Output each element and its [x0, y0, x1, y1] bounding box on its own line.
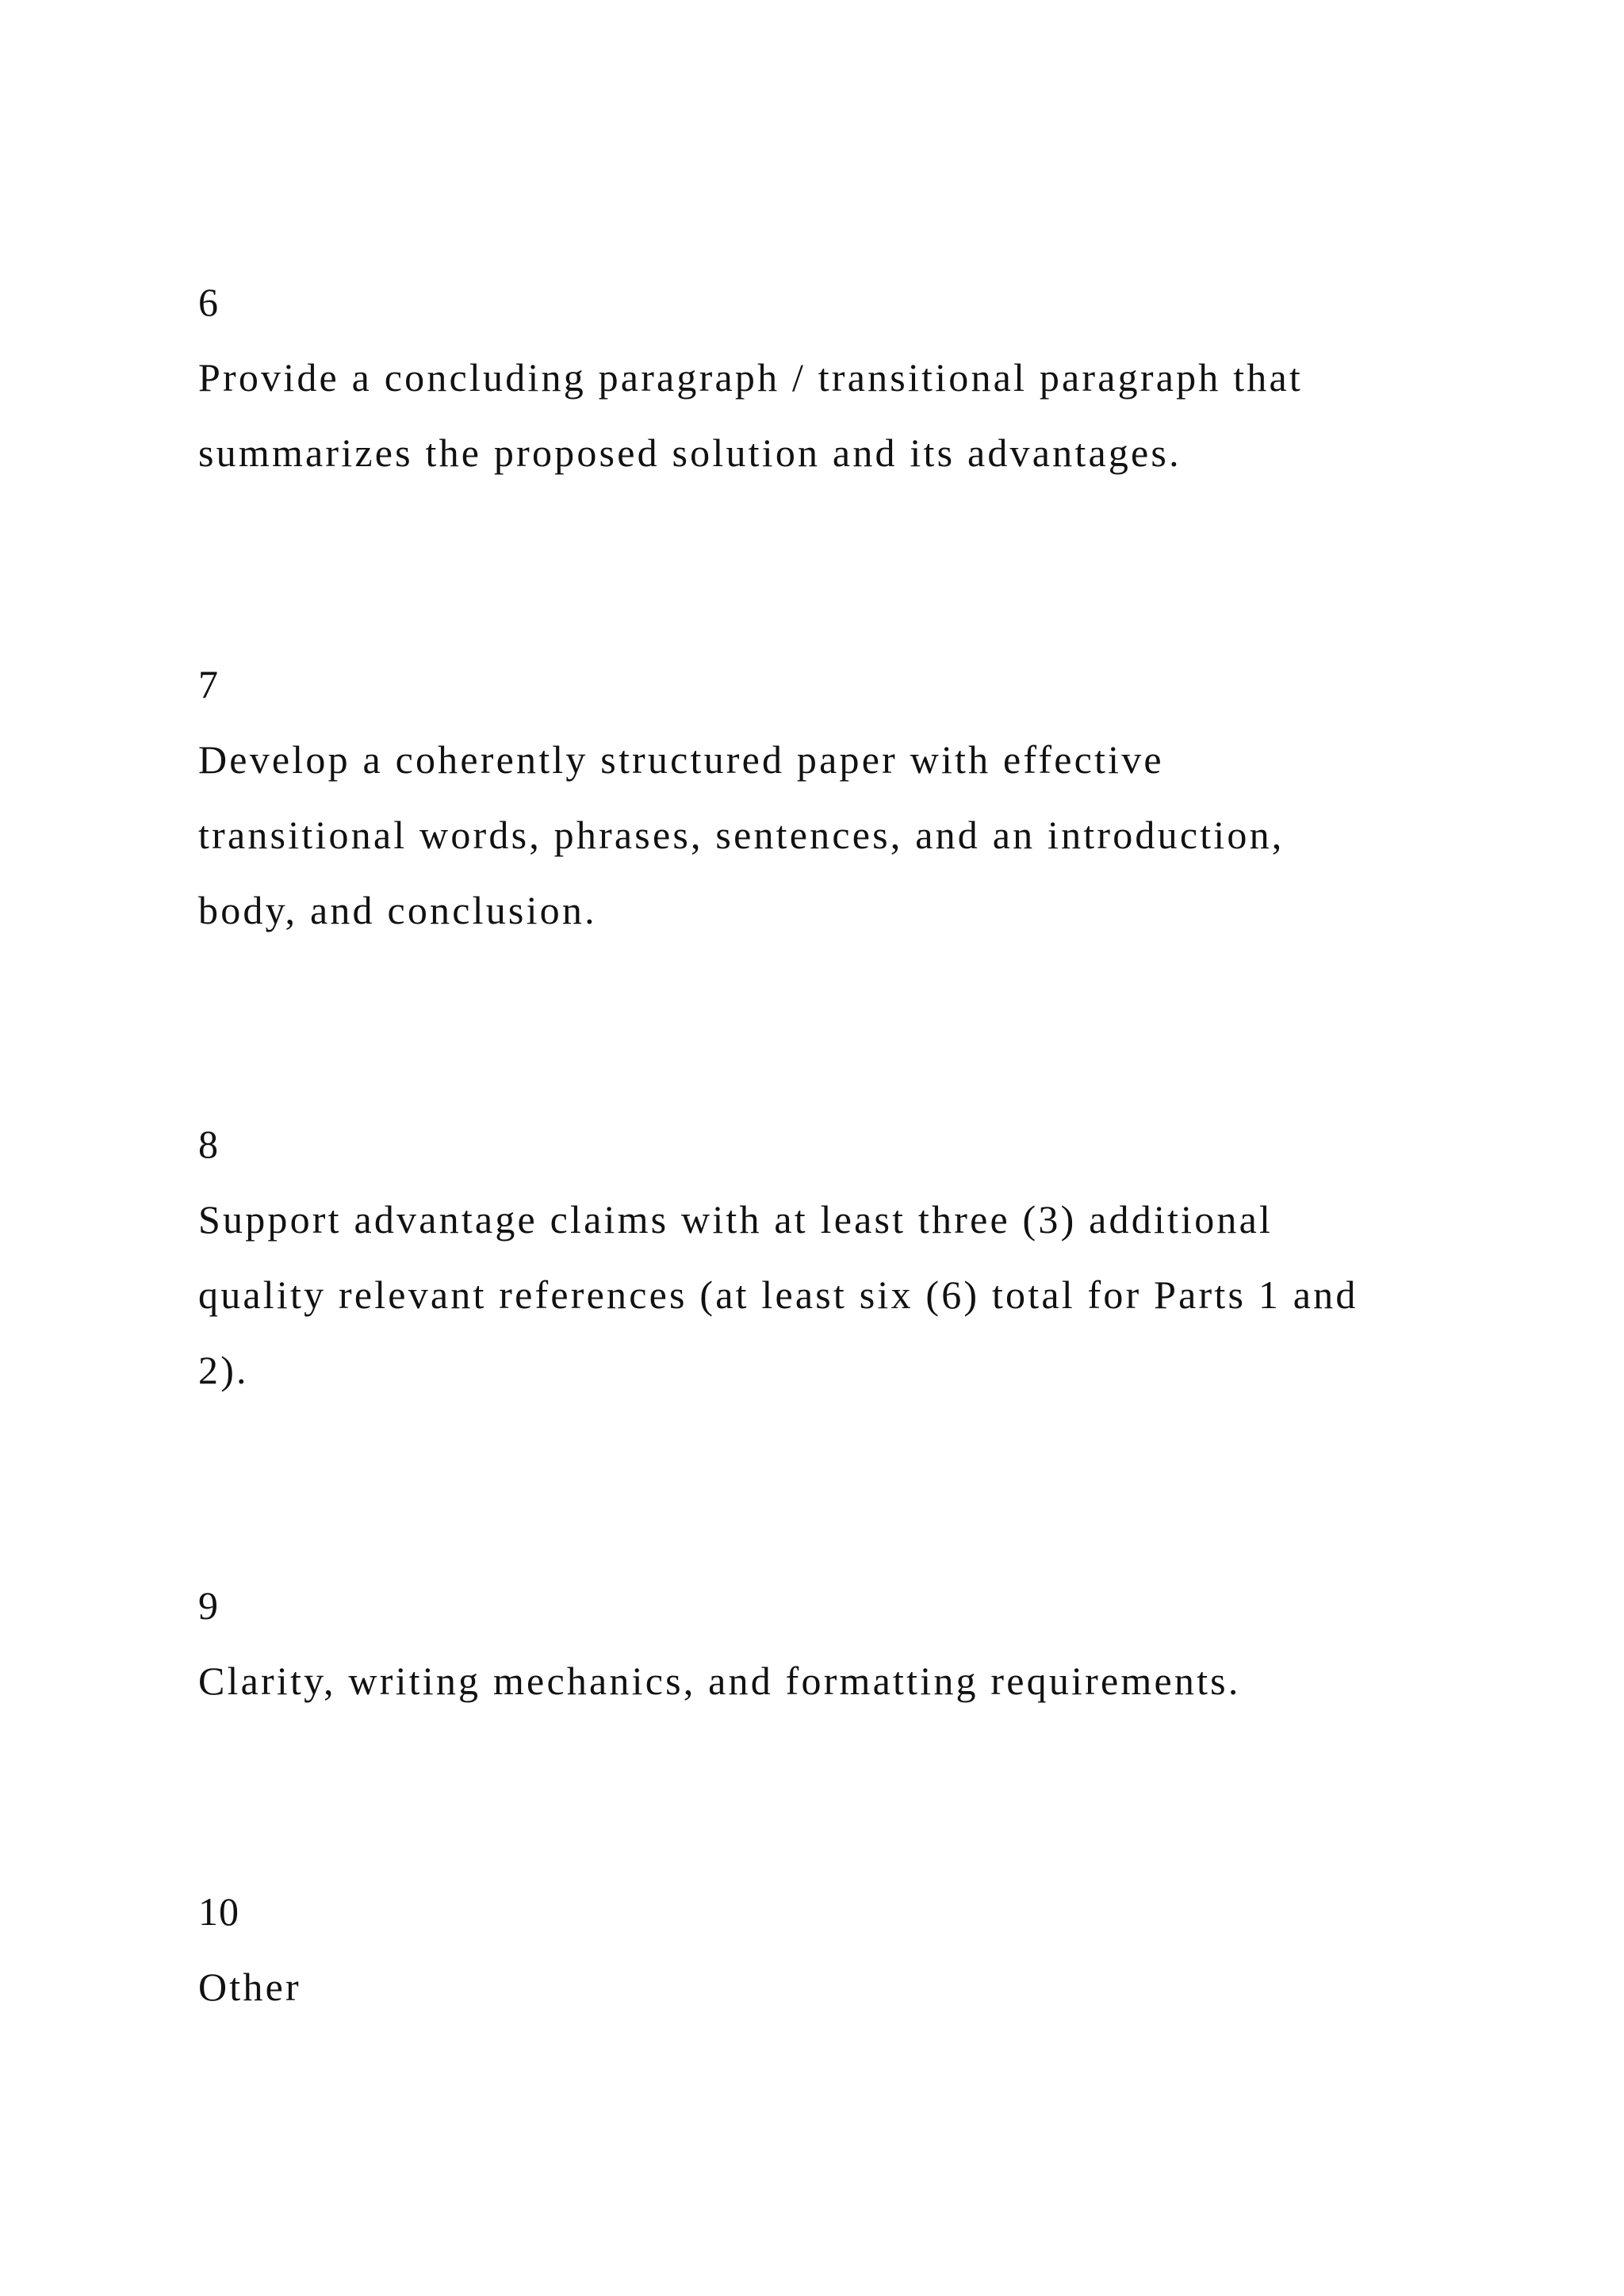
criterion-text-line: Other [198, 1965, 301, 2009]
criterion-text-line: Develop a coherently structured paper with effective [198, 737, 1164, 782]
criterion-text-line: transitional words, phrases, sentences, and an introduction, [198, 813, 1285, 857]
criterion-text-line: Clarity, writing mechanics, and formatting requirements. [198, 1659, 1241, 1703]
criterion-item-7 [198, 647, 1467, 948]
criterion-number: 7 [198, 662, 219, 706]
criterion-item-8 [198, 1107, 1467, 1408]
criterion-item-9 [198, 1568, 1467, 1719]
criterion-item-10 [198, 1874, 1467, 2025]
criterion-number: 6 [198, 280, 219, 324]
criterion-item-6 [198, 265, 1467, 491]
criterion-text-line: body, and conclusion. [198, 888, 597, 932]
criterion-text-line: Provide a concluding paragraph / transitional paragraph that [198, 355, 1303, 400]
criterion-text-line: quality relevant references (at least six (6) total for Parts 1 and [198, 1272, 1358, 1317]
criterion-number: 8 [198, 1122, 219, 1166]
criterion-text-line: Support advantage claims with at least three (3) additional [198, 1197, 1274, 1242]
criterion-number: 10 [198, 1889, 239, 1934]
criterion-text-line: summarizes the proposed solution and its advantages. [198, 430, 1182, 475]
criterion-text-line: 2). [198, 1348, 249, 1392]
criterion-number: 9 [198, 1583, 219, 1628]
